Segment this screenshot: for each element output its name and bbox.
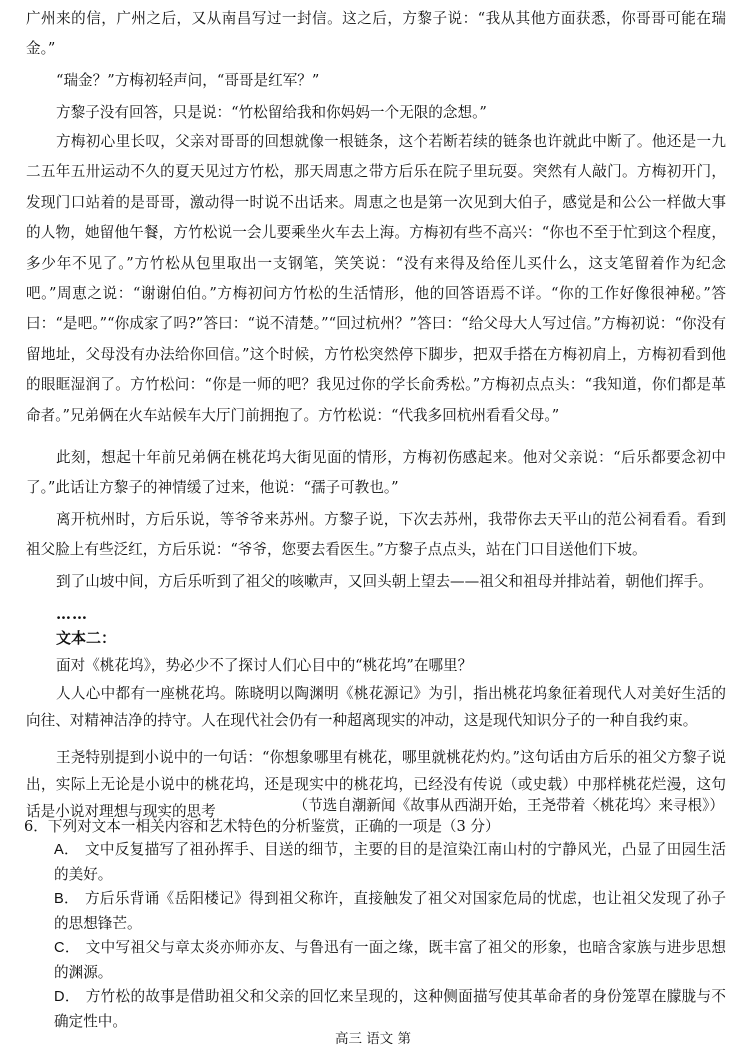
text1-paragraph-leaving: 离开杭州时，方后乐说，等爷爷来苏州。方黎子说，下次去苏州，我带你去天平山的范公祠看看。看到祖父脸上有些泛红，方后乐说：“爷爷，您要去看医生。”方黎子点点头，站在门口目送他们下坡。 bbox=[26, 511, 726, 559]
page-footer: 高三 语文 第 bbox=[334, 1031, 412, 1047]
text1-paragraph-memory: 方梅初心里长叹，父亲对哥哥的回想就像一根链条，这个若断若续的链条也许就此中断了。他还是一九二五年五卅运动不久的夏天见过方竹松，那天周恵之带方后乐在院子里玩耍。突然有人敲门。方梅初开门，发现门口站着的是哥哥，激动得一时说不出话来。周恵之也是第一次见到大伯子，感觉是和公公一样做大事的人物，她留他午餐，方竹松说一会儿要乘坐火车去上海。方梅初有些不高兴：“你也不至于忙到这个程度，多少年不见了。”方竹松从包里取出一支钢笔，笑笑说：“没有来得及给侄儿买什么，这支笔留着作为纪念吧。”周恵之说：“谢谢伯伯。”方梅初问方竹松的生活情形，他的回答语焉不详。“你的工作好像很神秘。”答曰：“是吧。”“你成家了吗?”答曰：“说不清楚。”“回过杭州？”答曰：“给父母大人写过信。”方梅初说：“你没有留地址，父母没有办法给你回信。”这个时候，方竹松突然停下脚步，把双手搭在方梅初肩上，方梅初看到他的眼眶湿润了。方竹松问：“你是一师的吧？我见过你的学长俞秀松。”方梅初点点头：“我知道，你们都是革命者。”兄弟俩在火车站候车大厅门前拥抱了。方竹松说：“代我多回杭州看看父母。” bbox=[26, 133, 726, 424]
option-c-text: 文中写祖父与章太炎亦师亦友、与鲁迅有一面之缘，既丰富了祖父的形象，也暗含家族与进步思想的渊源。 bbox=[54, 939, 726, 981]
source-citation: （节选自潮新闻《故事从西湖开始，王尧带着〈桃花坞〉来寻根》） bbox=[293, 797, 724, 814]
option-a bbox=[54, 838, 726, 887]
text2-paragraph-intro: 面对《桃花坞》，势必少不了探讨人们心目中的“桃花坞”在哪里？ bbox=[56, 657, 473, 674]
option-a-text: 文中反复描写了祖孙挥手、目送的细节，主要的目的是渲染江南山村的宁静风光，凸显了田园生活的美好。 bbox=[54, 841, 727, 883]
option-b bbox=[54, 887, 726, 936]
option-c bbox=[54, 936, 726, 985]
option-d-text: 方竹松的故事是借助祖父和父亲的回忆来呈现的，这种侧面描写使其革命者的身份笼罩在朦胧与不确定性中。 bbox=[54, 988, 726, 1030]
text2-heading: 文本二： bbox=[56, 629, 117, 647]
option-d bbox=[54, 985, 726, 1034]
option-c-label: C． bbox=[54, 940, 80, 956]
text1-paragraph-no-answer: 方黎子没有回答，只是说：“竹松留给我和你妈妈一个无限的念想。” bbox=[56, 104, 487, 121]
option-a-label: A． bbox=[54, 842, 79, 858]
option-b-text: 方后乐背诵《岳阳楼记》得到祖父称许，直接触发了祖父对国家危局的忧虑，也让祖父发现了孙子的思想锋芒。 bbox=[54, 890, 727, 932]
ellipsis: …… bbox=[56, 605, 88, 623]
text1-paragraph-letters: 广州来的信，广州之后，又从南昌写过一封信。这之后，方黎子说：“我从其他方面获悉，你哥哥可能在瑞金。” bbox=[26, 10, 726, 58]
text1-paragraph-reunion: 此刻，想起十年前兄弟俩在桃花坞大街见面的情形，方梅初伤感起来。他对父亲说：“后乐都要念初中了。”此话让方黎子的神情缓了过来，他说：“孺子可教也。” bbox=[26, 449, 726, 497]
question-stem: 6．下列对文本一相关内容和艺术特色的分析鉴赏，正确的一项是（3 分） bbox=[24, 818, 500, 835]
text1-paragraph-ruijin: “瑞金？”方梅初轻声问，“哥哥是红军？” bbox=[56, 72, 320, 89]
text1-paragraph-waving: 到了山坡中间，方后乐听到了祖父的咳嗽声，又回头朝上望去——祖父和祖母并排站着，朝他们挥手。 bbox=[56, 573, 713, 590]
option-d-label: D． bbox=[54, 989, 80, 1005]
text2-paragraph-peach-village: 人人心中都有一座桃花坞。陈晓明以陶渊明《桃花源记》为引，指出桃花坞象征着现代人对美好生活的向往、对精神洁净的持守。人在现代社会仍有一种超离现实的冲动，这是现代知识分子的一种自我约束。 bbox=[26, 685, 726, 730]
option-b-label: B． bbox=[54, 891, 79, 907]
text2-paragraph-wang-yao: 王尧特别提到小说中的一句话：“你想象哪里有桃花，哪里就桃花灼灼。”这句话由方后乐的祖父方黎子说出，实际上无论是小说中的桃花坞，还是现实中的桃花坞，已经没有传说（或史载）中那样桃花烂漫，这句话是小说对理想与现实的思考 bbox=[26, 749, 726, 821]
